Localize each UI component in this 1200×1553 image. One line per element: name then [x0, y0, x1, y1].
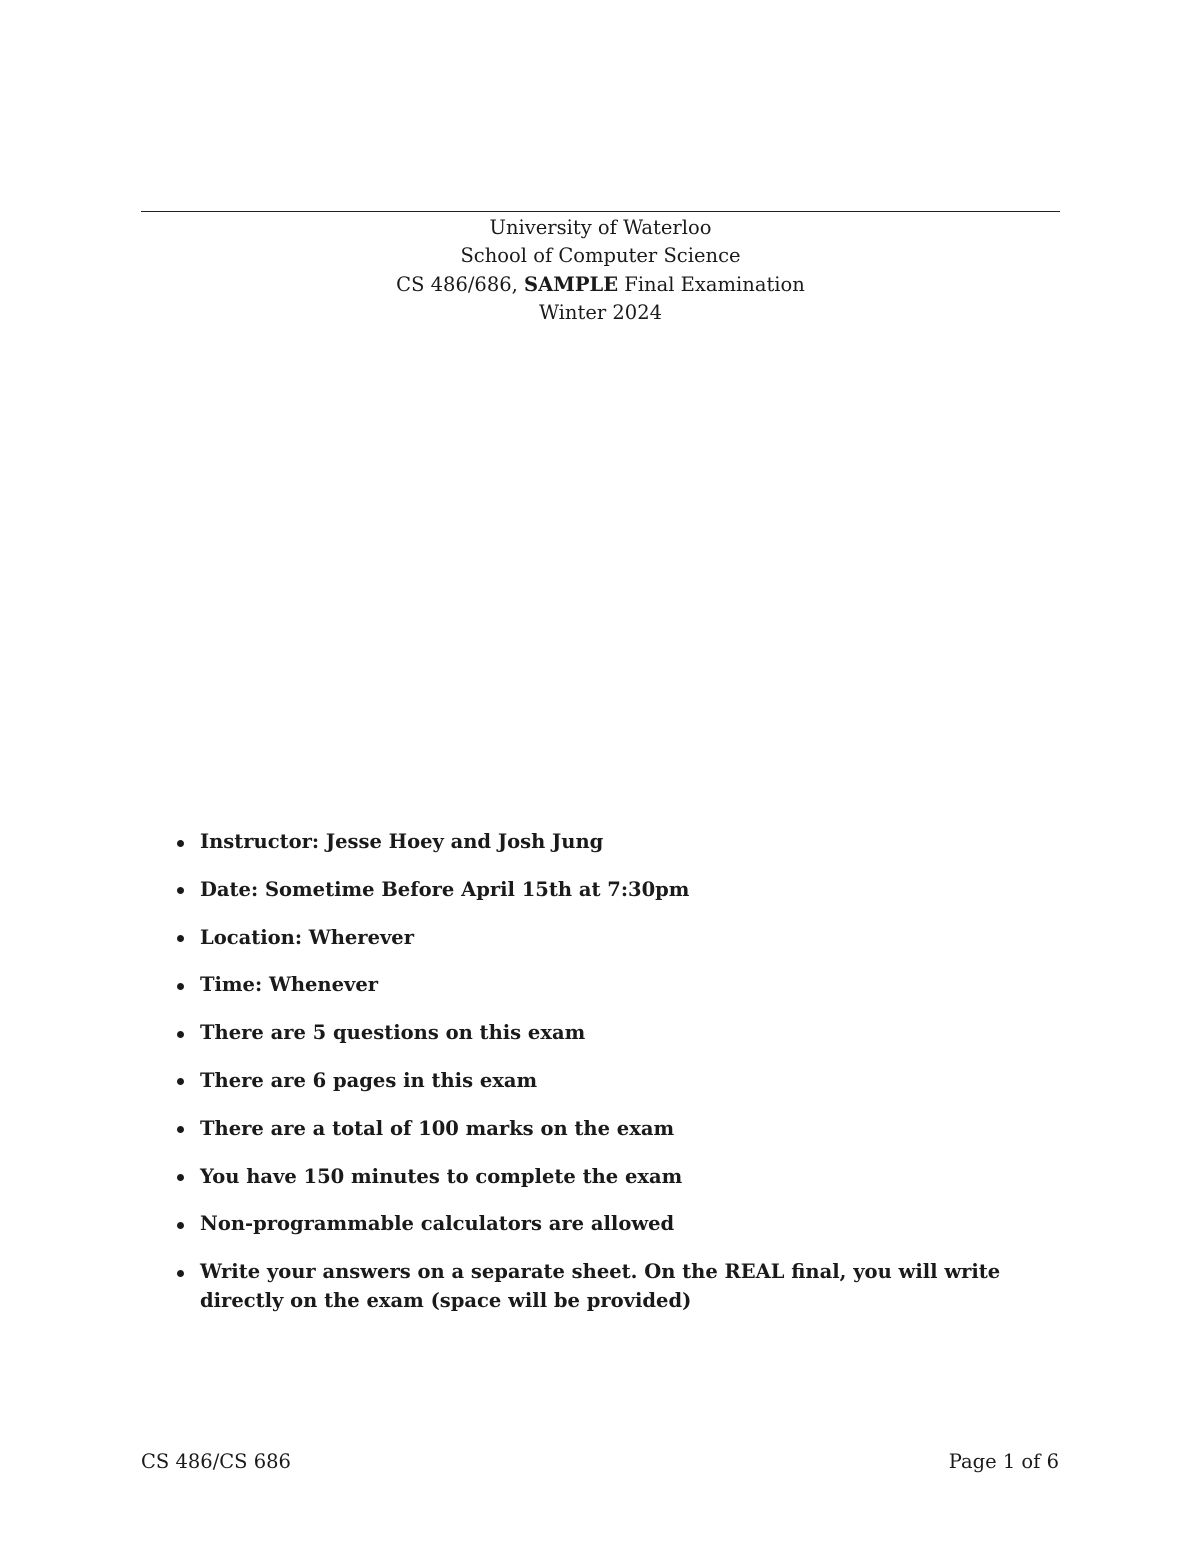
- bullet-icon: [177, 983, 184, 990]
- bullet-icon: [177, 935, 184, 942]
- list-item: [174, 1019, 1064, 1048]
- list-item: [174, 876, 1064, 905]
- list-item: [174, 1067, 1064, 1096]
- bullet-icon: [177, 1031, 184, 1038]
- exam-title-block: [141, 214, 1060, 327]
- exam-term: Winter 2024: [538, 300, 663, 324]
- sample-label: SAMPLE: [524, 272, 619, 296]
- instructions-list: [174, 828, 1064, 1334]
- header-rule: [141, 211, 1060, 212]
- instruction-text: Non-programmable calculators are allowed: [200, 1212, 675, 1236]
- bullet-icon: [177, 1126, 184, 1133]
- instruction-text: You have 150 minutes to complete the exam: [200, 1164, 683, 1188]
- list-item: [174, 971, 1064, 1000]
- bullet-icon: [177, 1270, 184, 1277]
- footer-course: CS 486/CS 686: [141, 1450, 291, 1473]
- instruction-text: Date: Sometime Before April 15th at 7:30pm: [200, 877, 690, 901]
- list-item: [174, 828, 1064, 857]
- list-item: [174, 1163, 1064, 1192]
- exam-title: [141, 271, 1060, 299]
- bullet-icon: [177, 1078, 184, 1085]
- list-item: [174, 1115, 1064, 1144]
- exam-type: Final Examination: [618, 272, 805, 296]
- list-item: [174, 924, 1064, 953]
- list-item: [174, 1210, 1064, 1239]
- instruction-text: There are 5 questions on this exam: [200, 1021, 586, 1045]
- instruction-text: Time: Whenever: [200, 973, 379, 997]
- school-name: School of Computer Science: [460, 244, 741, 268]
- list-item: [174, 1258, 1064, 1315]
- university-name: University of Waterloo: [489, 216, 712, 239]
- footer-page-number: Page 1 of 6: [948, 1450, 1059, 1473]
- instruction-text: Instructor: Jesse Hoey and Josh Jung: [200, 830, 604, 853]
- bullet-icon: [177, 887, 184, 894]
- bullet-icon: [177, 840, 184, 847]
- bullet-icon: [177, 1174, 184, 1181]
- instruction-text: There are 6 pages in this exam: [200, 1068, 538, 1092]
- bullet-icon: [177, 1222, 184, 1229]
- instruction-text: Location: Wherever: [200, 925, 414, 949]
- instruction-text: There are a total of 100 marks on the exam: [200, 1116, 675, 1140]
- course-code: CS 486/686,: [396, 272, 525, 296]
- instruction-text: Write your answers on a separate sheet. On the REAL final, you will write directly on the exam (space will be provided): [200, 1260, 1001, 1312]
